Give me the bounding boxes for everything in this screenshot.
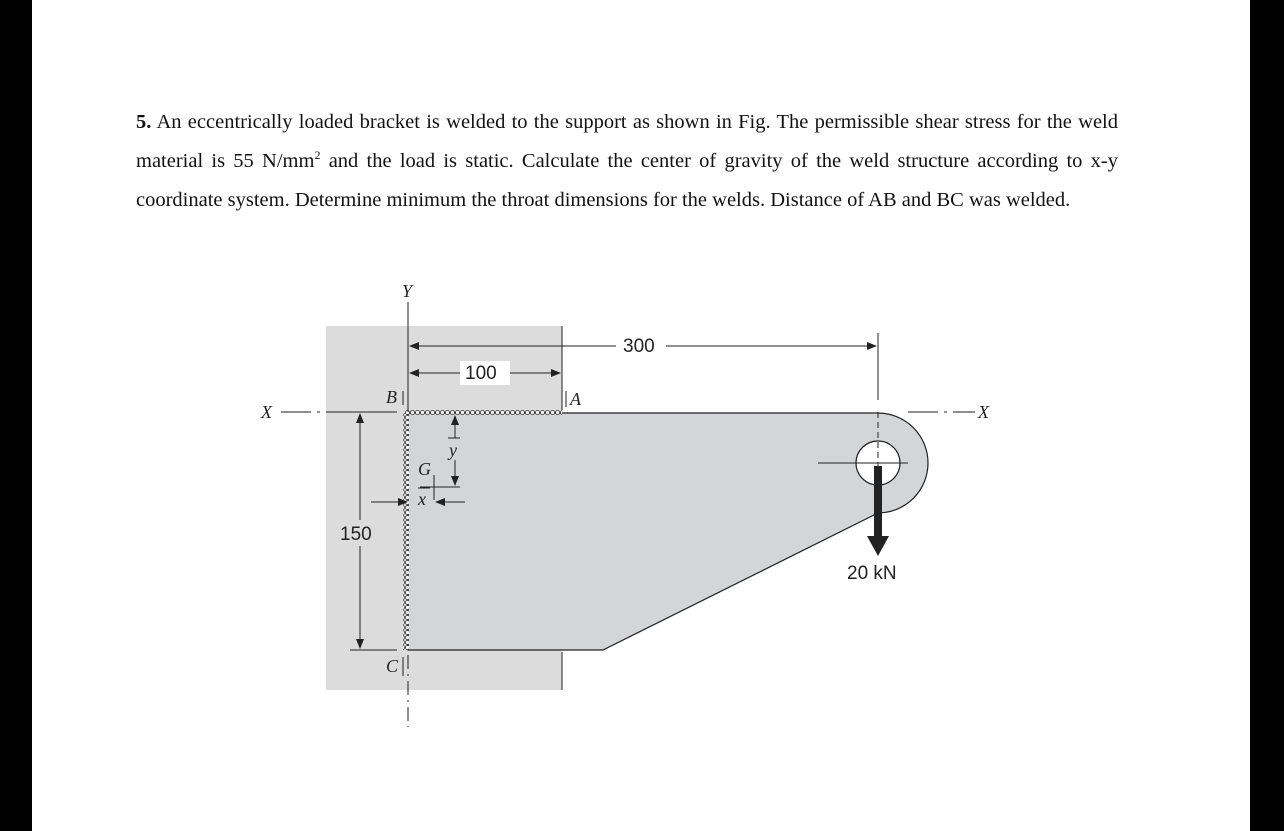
bracket-plate xyxy=(408,413,928,650)
problem-text-2: and the load is static. Calculate the center of gravity of the weld structure according to x-y coordinate system. Determine minimum the throat dimensions for the welds. Distance of AB and BC was welded. xyxy=(136,150,1118,211)
weld-bc xyxy=(403,413,409,650)
superscript-2: 2 xyxy=(314,148,321,163)
dim-150-label: 150 xyxy=(340,524,372,545)
load-arrow-shaft xyxy=(874,466,882,538)
point-b-label: B xyxy=(386,387,397,407)
dim-100-label: 100 xyxy=(465,363,497,384)
dim-300-label: 300 xyxy=(623,336,655,357)
axis-y-label: Y xyxy=(402,281,413,301)
load-arrow-head xyxy=(867,536,889,556)
weld-ab xyxy=(405,410,562,415)
centroid-g-label: G xyxy=(418,459,431,479)
ybar-label: y xyxy=(449,440,457,460)
point-c-label: C xyxy=(386,656,399,676)
problem-text-1: An eccentrically loaded bracket is welded to the support as shown in Fig. The permissible shear stress for the weld material is 55 N/mm xyxy=(136,111,1118,172)
xbar-label: x xyxy=(418,489,426,509)
point-a-label: A xyxy=(570,389,581,409)
problem-number: 5. xyxy=(136,111,152,133)
load-label: 20 kN xyxy=(847,563,897,584)
axis-x-right-label: X xyxy=(978,402,989,422)
axis-x-left-label: X xyxy=(261,402,272,422)
